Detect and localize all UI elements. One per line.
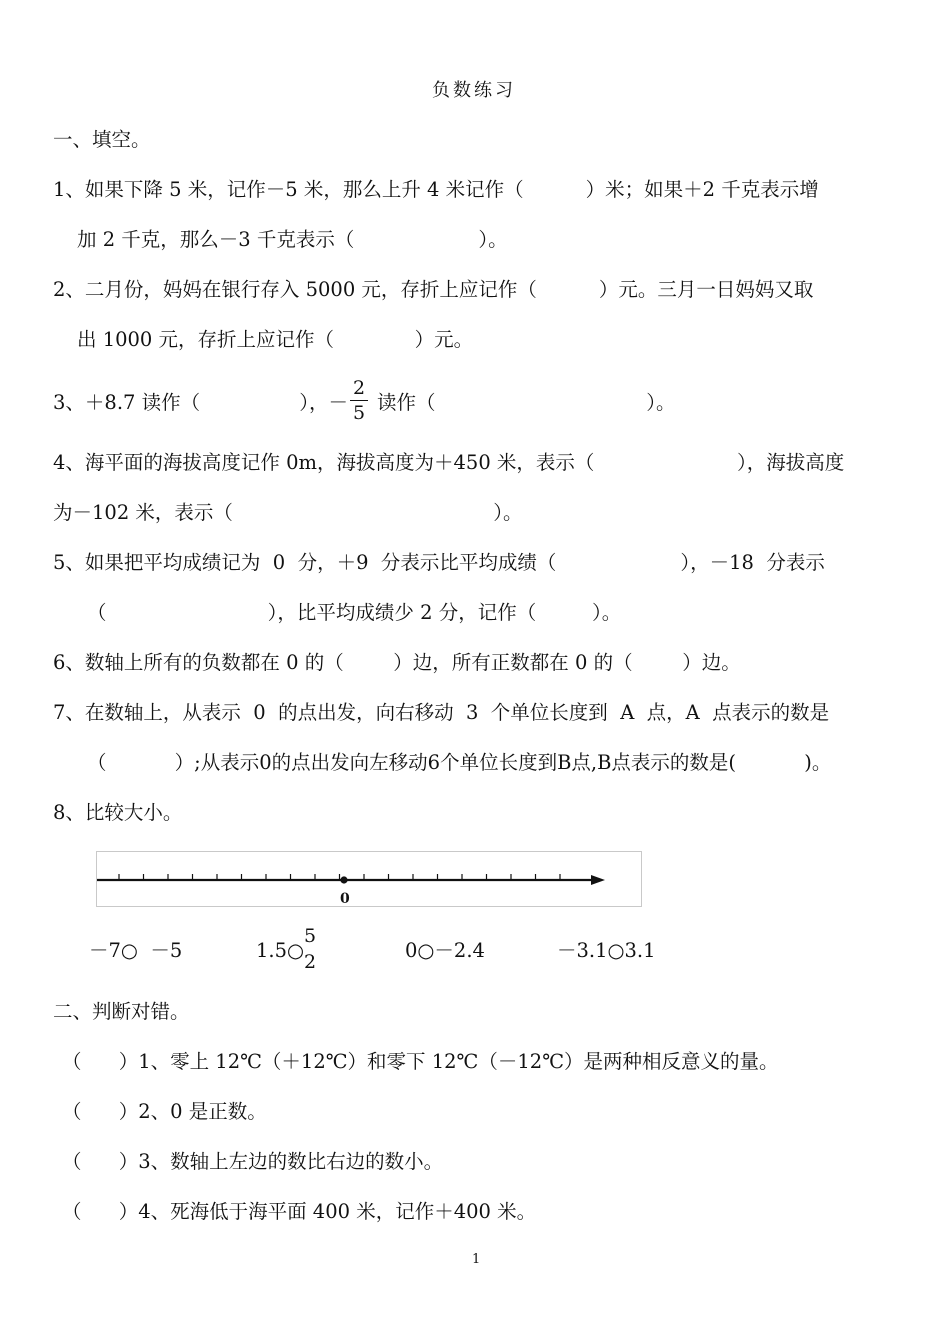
fraction-numerator: 2 [352,377,366,399]
arrow-right-icon [591,875,605,885]
compare-item-2-prefix: 1.5○ [256,939,305,962]
number-line-box [96,851,642,907]
fraction-bar [302,948,318,950]
origin-point [340,876,347,883]
question-8-line-1: 8、比较大小。 [53,801,183,824]
compare-item-1: －7○ －5 [89,939,183,962]
question-4-line-2: 为－102 米，表示（ ）。 [53,501,523,524]
judge-item-3: （ ）3、数轴上左边的数比右边的数小。 [62,1150,444,1173]
compare-item-4: －3.1○3.1 [557,939,656,962]
question-7-line-1: 7、在数轴上，从表示 0 的点出发，向右移动 3 个单位长度到 A 点，A 点表示的数是 [53,701,830,724]
fraction-denominator: 2 [303,951,317,973]
fraction-bar [350,400,368,401]
number-line-zero-label: 0 [340,891,350,906]
page-number: 1 [472,1252,481,1267]
fraction-numerator: 5 [303,925,317,947]
question-6-line-1: 6、数轴上所有的负数都在 0 的（ ）边，所有正数都在 0 的（ ）边。 [53,651,741,674]
fraction-denominator: 5 [352,402,366,424]
question-4-line-1: 4、海平面的海拔高度记作 0m，海拔高度为＋450 米，表示（ ），海拔高度 [53,451,845,474]
judge-item-4: （ ）4、死海低于海平面 400 米，记作＋400 米。 [62,1200,537,1223]
number-line [97,852,641,906]
question-2-line-2: 出 1000 元，存折上应记作（ ）元。 [77,328,474,351]
compare-item-3: 0○－2.4 [405,939,485,962]
question-3-fraction [350,377,368,424]
question-3-part-2: 读作（ ）。 [377,391,676,414]
question-2-line-1: 2、二月份，妈妈在银行存入 5000 元，存折上应记作（ ）元。三月一日妈妈又取 [53,278,814,301]
section2-heading: 二、判断对错。 [53,1000,190,1023]
section1-heading: 一、填空。 [53,128,151,151]
question-1-line-1: 1、如果下降 5 米，记作－5 米，那么上升 4 米记作（ ）米；如果＋2 千克表示增 [53,178,819,201]
judge-item-1: （ ）1、零上 12℃（＋12℃）和零下 12℃（－12℃）是两种相反意义的量。 [62,1050,779,1073]
judge-item-2: （ ）2、0 是正数。 [62,1100,267,1123]
question-7-line-2: （ ）;从表示0的点出发向左移动6个单位长度到B点,B点表示的数是( )。 [87,751,832,774]
compare-item-2-fraction [302,925,318,973]
question-3-part-1: 3、＋8.7 读作（ ），－ [53,391,349,414]
question-5-line-2: （ ），比平均成绩少 2 分，记作（ ）。 [87,601,622,624]
question-1-line-2: 加 2 千克，那么－3 千克表示（ ）。 [77,228,508,251]
page-title: 负数练习 [432,80,516,101]
question-5-line-1: 5、如果把平均成绩记为 0 分，＋9 分表示比平均成绩（ ），－18 分表示 [53,551,825,574]
